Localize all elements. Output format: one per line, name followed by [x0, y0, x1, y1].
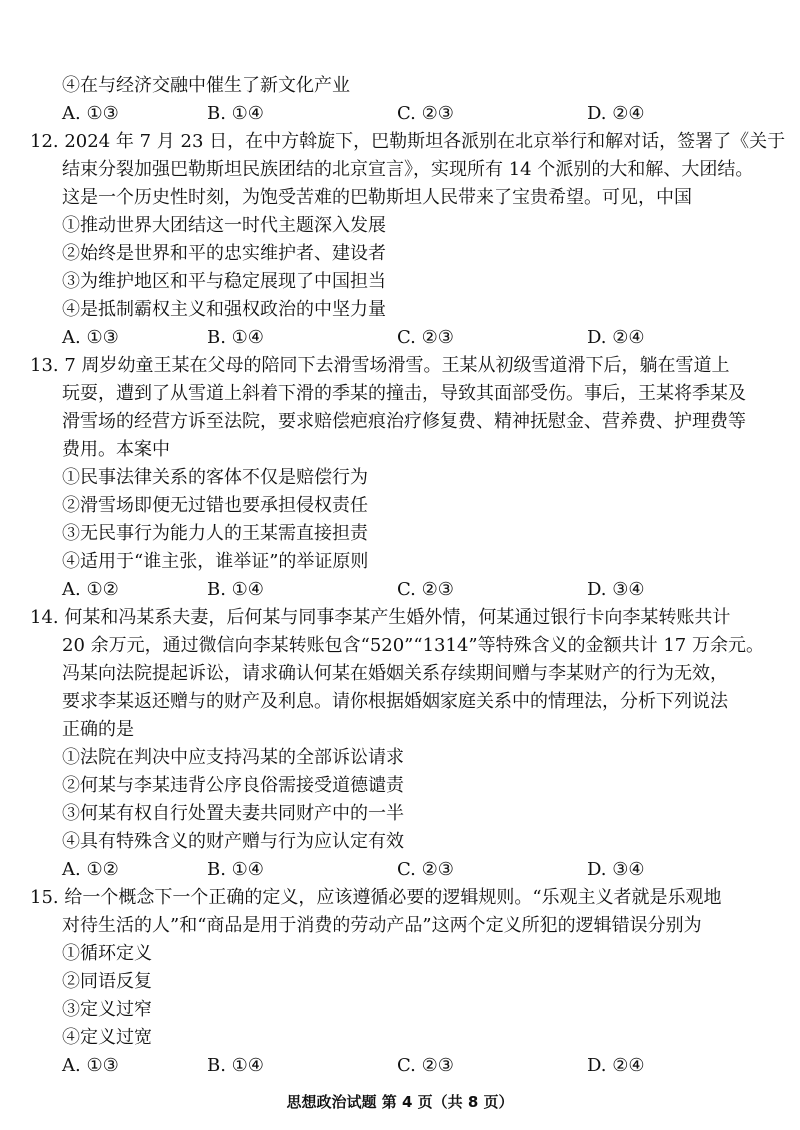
q14-choice-d: D. ③④ [587, 859, 645, 880]
q12-choices [62, 324, 762, 352]
q11-choice-a: A. ①③ [62, 103, 119, 124]
q14-choice-a: A. ①② [62, 859, 119, 880]
q11-choice-b: B. ①④ [207, 103, 264, 124]
q12-option-2: ②始终是世界和平的忠实维护者、建设者 [62, 243, 386, 264]
page-footer: 思想政治试题 第 4 页（共 8 页） [286, 1093, 514, 1111]
q14-choices [62, 856, 762, 884]
q12-choice-a: A. ①③ [62, 327, 119, 348]
q15-option-2: ②同语反复 [62, 971, 152, 992]
q13-option-1: ①民事法律关系的客体不仅是赔偿行为 [62, 467, 368, 488]
q14-choice-c: C. ②③ [397, 859, 454, 880]
q15-option-3: ③定义过窄 [62, 999, 152, 1020]
q12-option-4: ④是抵制霸权主义和强权政治的中坚力量 [62, 299, 386, 320]
q14-stem-line: 要求李某返还赠与的财产及利息。请你根据婚姻家庭关系中的情理法，分析下列说法 [62, 691, 728, 712]
q12-option-3: ③为维护地区和平与稳定展现了中国担当 [62, 271, 386, 292]
q14-stem-line: 冯某向法院提起诉讼，请求确认何某在婚姻关系存续期间赠与李某财产的行为无效， [62, 663, 728, 684]
q15-choices [62, 1052, 762, 1080]
q15-choice-d: D. ②④ [587, 1055, 645, 1076]
q15-choice-c: C. ②③ [397, 1055, 454, 1076]
q14-stem-line: 14. 何某和冯某系夫妻，后何某与同事李某产生婚外情，何某通过银行卡向李某转账共计 [30, 607, 731, 628]
q15-choice-a: A. ①③ [62, 1055, 119, 1076]
q15-choice-b: B. ①④ [207, 1055, 264, 1076]
q13-stem-line: 玩耍，遭到了从雪道上斜着下滑的季某的撞击，导致其面部受伤。事后，王某将季某及 [62, 383, 746, 404]
q13-stem-line: 滑雪场的经营方诉至法院，要求赔偿疤痕治疗修复费、精神抚慰金、营养费、护理费等 [62, 411, 746, 432]
q12-choice-b: B. ①④ [207, 327, 264, 348]
q14-choice-b: B. ①④ [207, 859, 264, 880]
q15-stem-line: 对待生活的人”和“商品是用于消费的劳动产品”这两个定义所犯的逻辑错误分别为 [62, 915, 702, 936]
q11-choice-c: C. ②③ [397, 103, 454, 124]
q15-stem-line: 15. 给一个概念下一个正确的定义，应该遵循必要的逻辑规则。“乐观主义者就是乐观地 [30, 887, 722, 908]
q11-option-4: ④在与经济交融中催生了新文化产业 [62, 75, 350, 96]
q13-choice-a: A. ①② [62, 579, 119, 600]
q14-stem-line: 正确的是 [62, 719, 134, 740]
q13-option-4: ④适用于“谁主张，谁举证”的举证原则 [62, 551, 369, 572]
q13-choice-b: B. ①④ [207, 579, 264, 600]
q13-stem-line: 13. 7 周岁幼童王某在父母的陪同下去滑雪场滑雪。王某从初级雪道滑下后，躺在雪道上 [30, 355, 730, 376]
q14-stem-line: 20 余万元，通过微信向李某转账包含“520”“1314”等特殊含义的金额共计 17 万余元。 [62, 635, 764, 656]
q11-choices [62, 100, 762, 128]
q12-stem-line: 结束分裂加强巴勒斯坦民族团结的北京宣言》，实现所有 14 个派别的大和解、大团结。 [62, 159, 754, 180]
q11-choice-d: D. ②④ [587, 103, 645, 124]
q14-option-2: ②何某与李某违背公序良俗需接受道德谴责 [62, 775, 404, 796]
q13-option-2: ②滑雪场即便无过错也要承担侵权责任 [62, 495, 368, 516]
q12-choice-d: D. ②④ [587, 327, 645, 348]
q12-stem-line: 这是一个历史性时刻，为饱受苦难的巴勒斯坦人民带来了宝贵希望。可见，中国 [62, 187, 692, 208]
q13-option-3: ③无民事行为能力人的王某需直接担责 [62, 523, 368, 544]
q12-choice-c: C. ②③ [397, 327, 454, 348]
q13-choice-d: D. ③④ [587, 579, 645, 600]
q14-option-3: ③何某有权自行处置夫妻共同财产中的一半 [62, 803, 404, 824]
q13-choice-c: C. ②③ [397, 579, 454, 600]
q12-option-1: ①推动世界大团结这一时代主题深入发展 [62, 215, 386, 236]
q13-choices [62, 576, 762, 604]
q14-option-1: ①法院在判决中应支持冯某的全部诉讼请求 [62, 747, 404, 768]
q14-option-4: ④具有特殊含义的财产赠与行为应认定有效 [62, 831, 404, 852]
q13-stem-line: 费用。本案中 [62, 439, 170, 460]
q12-stem-line: 12. 2024 年 7 月 23 日，在中方斡旋下，巴勒斯坦各派别在北京举行和解对话，签署了《关于 [30, 131, 786, 152]
q15-option-1: ①循环定义 [62, 943, 152, 964]
q15-option-4: ④定义过宽 [62, 1027, 152, 1048]
